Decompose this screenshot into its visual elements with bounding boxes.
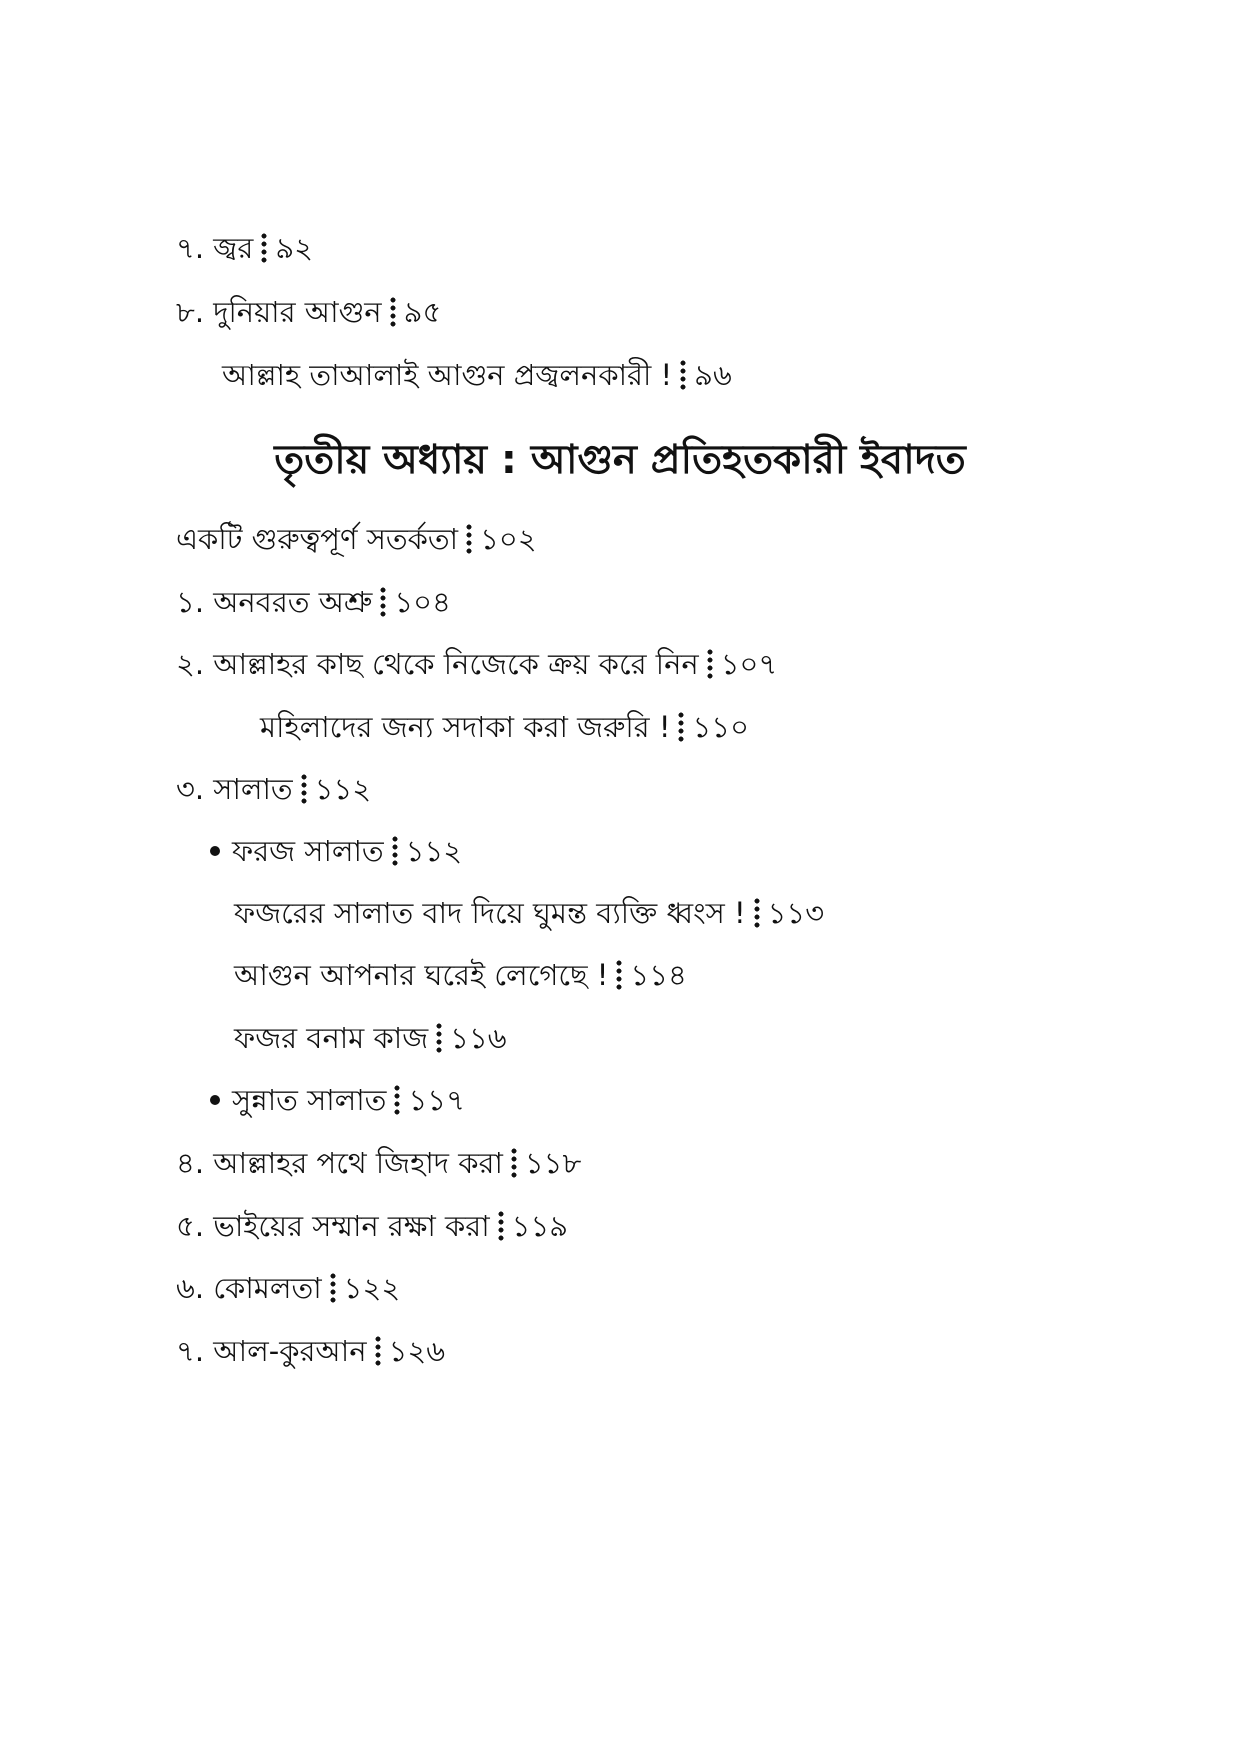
toc-entry-title: আল্লাহ তাআলাই আগুন প্রজ্বলনকারী ! bbox=[222, 358, 673, 392]
dotted-separator-icon bbox=[680, 359, 686, 391]
toc-entry-title: ২. আল্লাহর কাছ থেকে নিজেকে ক্রয় করে নিন bbox=[176, 647, 699, 681]
toc-entry-title: ৬. কোমলতা bbox=[176, 1271, 322, 1305]
dotted-separator-icon bbox=[707, 648, 713, 680]
toc-entry-title: একটি গুরুত্বপূর্ণ সতর্কতা bbox=[176, 522, 459, 556]
toc-entry-title: ৭. জ্বর bbox=[176, 231, 254, 265]
dotted-separator-icon bbox=[511, 1147, 517, 1179]
dotted-separator-icon bbox=[392, 835, 398, 867]
toc-entry-title: ৭. আল-কুরআন bbox=[176, 1334, 367, 1368]
toc-entry-title: ফজরের সালাত বাদ দিয়ে ঘুমন্ত ব্যক্তি ধ্বংস ! bbox=[234, 896, 746, 930]
toc-entry-title: ৪. আল্লাহর পথে জিহাদ করা bbox=[176, 1146, 503, 1180]
toc-entry-page: ১০৭ bbox=[720, 647, 778, 681]
toc-entry-page: ৯২ bbox=[275, 231, 313, 265]
dotted-separator-icon bbox=[330, 1272, 336, 1304]
toc-entry[interactable] bbox=[176, 1206, 568, 1246]
toc-entry-page: ১০৪ bbox=[394, 585, 451, 619]
toc-subentry[interactable] bbox=[234, 1018, 507, 1058]
toc-entry[interactable] bbox=[176, 582, 451, 622]
toc-entry-page: ১০২ bbox=[480, 522, 537, 556]
toc-entry-page: ১১৩ bbox=[767, 896, 825, 930]
toc-subentry[interactable] bbox=[234, 955, 687, 995]
toc-entry-page: ১১৭ bbox=[408, 1083, 465, 1117]
toc-entry[interactable] bbox=[176, 292, 441, 332]
toc-entry-page: ১১৮ bbox=[524, 1146, 582, 1180]
toc-entry-title: আগুন আপনার ঘরেই লেগেছে ! bbox=[234, 958, 609, 992]
dotted-separator-icon bbox=[394, 1084, 400, 1116]
dotted-separator-icon bbox=[678, 711, 684, 743]
toc-entry[interactable] bbox=[176, 644, 777, 684]
toc-subentry[interactable] bbox=[222, 355, 732, 395]
dotted-separator-icon bbox=[390, 296, 396, 328]
dotted-separator-icon bbox=[261, 232, 267, 264]
dotted-separator-icon bbox=[301, 773, 307, 805]
dotted-separator-icon bbox=[616, 959, 622, 991]
toc-entry[interactable] bbox=[176, 1331, 445, 1371]
dotted-separator-icon bbox=[436, 1022, 442, 1054]
toc-entry-page: ১১৬ bbox=[450, 1021, 507, 1055]
toc-entry-page: ৯৫ bbox=[403, 295, 442, 329]
toc-entry-title: মহিলাদের জন্য সদাকা করা জরুরি ! bbox=[260, 710, 671, 744]
dotted-separator-icon bbox=[375, 1335, 381, 1367]
toc-entry-title: ফজর বনাম কাজ bbox=[234, 1021, 429, 1055]
chapter-title: তৃতীয় অধ্যায় : আগুন প্রতিহতকারী ইবাদত bbox=[274, 437, 966, 483]
toc-entry[interactable] bbox=[176, 769, 371, 809]
toc-entry-page: ১২২ bbox=[343, 1271, 401, 1305]
toc-entry[interactable] bbox=[176, 228, 313, 268]
dotted-separator-icon bbox=[380, 586, 386, 618]
toc-entry[interactable] bbox=[176, 1268, 400, 1308]
bullet-icon bbox=[210, 1095, 220, 1105]
toc-entry-page: ১১২ bbox=[314, 772, 372, 806]
dotted-separator-icon bbox=[754, 897, 760, 929]
bullet-icon bbox=[210, 846, 220, 856]
toc-bullet-entry[interactable] bbox=[210, 1080, 465, 1120]
toc-entry-page: ১১০ bbox=[692, 710, 749, 744]
toc-entry[interactable] bbox=[176, 519, 537, 559]
dotted-separator-icon bbox=[498, 1210, 504, 1242]
toc-entry-title: ফরজ সালাত bbox=[232, 834, 384, 868]
toc-entry-title: সুন্নাত সালাত bbox=[232, 1083, 387, 1117]
toc-entry-page: ১১২ bbox=[405, 834, 463, 868]
toc-entry-title: ৫. ভাইয়ের সম্মান রক্ষা করা bbox=[176, 1209, 490, 1243]
toc-bullet-entry[interactable] bbox=[210, 831, 462, 871]
dotted-separator-icon bbox=[466, 523, 472, 555]
toc-entry-page: ৯৬ bbox=[694, 358, 732, 392]
toc-entry-title: ৩. সালাত bbox=[176, 772, 293, 806]
toc-subentry[interactable] bbox=[260, 707, 749, 747]
toc-entry-title: ৮. দুনিয়ার আগুন bbox=[176, 295, 382, 329]
toc-entry[interactable] bbox=[176, 1143, 581, 1183]
toc-entry-page: ১২৬ bbox=[388, 1334, 446, 1368]
toc-entry-page: ১১৪ bbox=[630, 958, 687, 992]
toc-entry-page: ১১৯ bbox=[511, 1209, 569, 1243]
toc-subentry[interactable] bbox=[234, 893, 824, 933]
toc-entry-title: ১. অনবরত অশ্রু bbox=[176, 585, 373, 619]
